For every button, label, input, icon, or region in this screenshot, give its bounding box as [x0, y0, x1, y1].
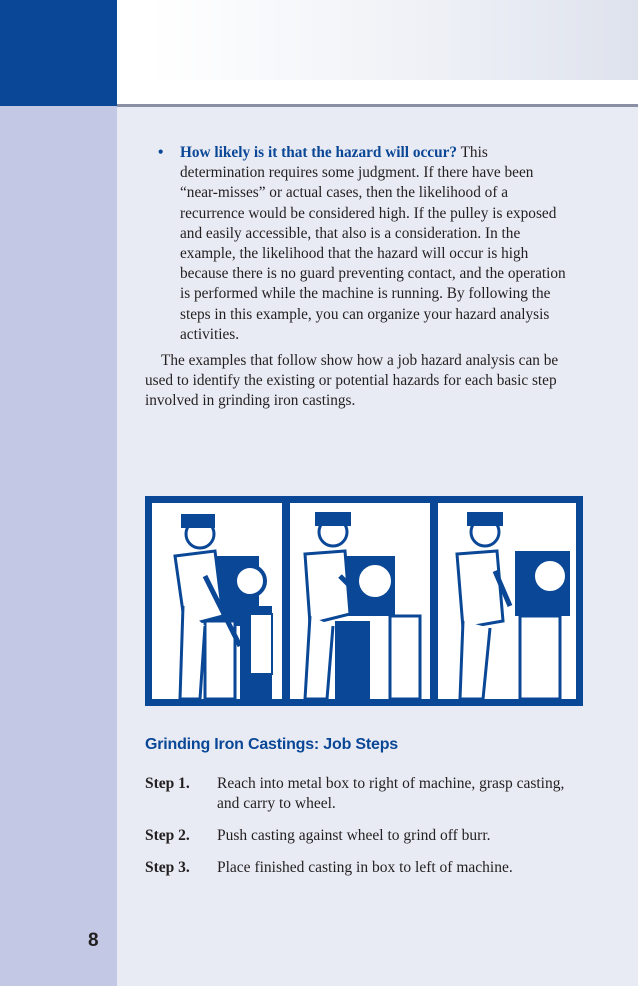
illustration-panel-1	[152, 503, 282, 699]
step-row	[145, 774, 585, 814]
intro-paragraph: The examples that follow show how a job hazard analysis can be used to identify the existing or potential hazards for each basic step involved in grinding iron castings.	[145, 352, 559, 410]
grinding-illustration	[145, 496, 583, 706]
header-divider	[117, 104, 638, 107]
step-label: Step 1.	[145, 775, 190, 792]
bullet-likelihood	[145, 143, 575, 345]
step-text: Place finished casting in box to left of machine.	[217, 859, 513, 876]
step-row	[145, 826, 585, 846]
step-text: Reach into metal box to right of machine, grasp casting, and carry to wheel.	[217, 775, 565, 812]
worker-grinder-illustration	[145, 496, 583, 706]
step-label: Step 3.	[145, 859, 190, 876]
step-row	[145, 858, 585, 878]
section-title: Grinding Iron Castings: Job Steps	[145, 736, 398, 753]
step-text: Push casting against wheel to grind off burr.	[217, 827, 491, 844]
left-sidebar-strip	[0, 0, 117, 986]
bullet-dot-icon: •	[158, 144, 164, 161]
sidebar-header-block	[0, 0, 117, 106]
body-text	[145, 143, 575, 412]
illustration-panel-2	[290, 503, 430, 699]
step-label: Step 2.	[145, 827, 190, 844]
bullet-question: How likely is it that the hazard will occur?	[180, 144, 458, 161]
header-watermark	[150, 0, 638, 80]
illustration-panel-3	[438, 503, 576, 699]
bullet-text: This determination requires some judgment. If there have been “near-misses” or actual cases, then the likelihood of a recurrence would be considered high. If the pulley is exposed and easily accessible, that also is a consideration. In the example, the likelihood that the hazard will occur is high because there is no guard preventing contact, and the operation is performed while the machine is running. By following the steps in this example, you can organize your hazard analysis activities.	[180, 144, 566, 343]
job-steps-list	[145, 774, 585, 890]
page-number: 8	[88, 930, 99, 951]
